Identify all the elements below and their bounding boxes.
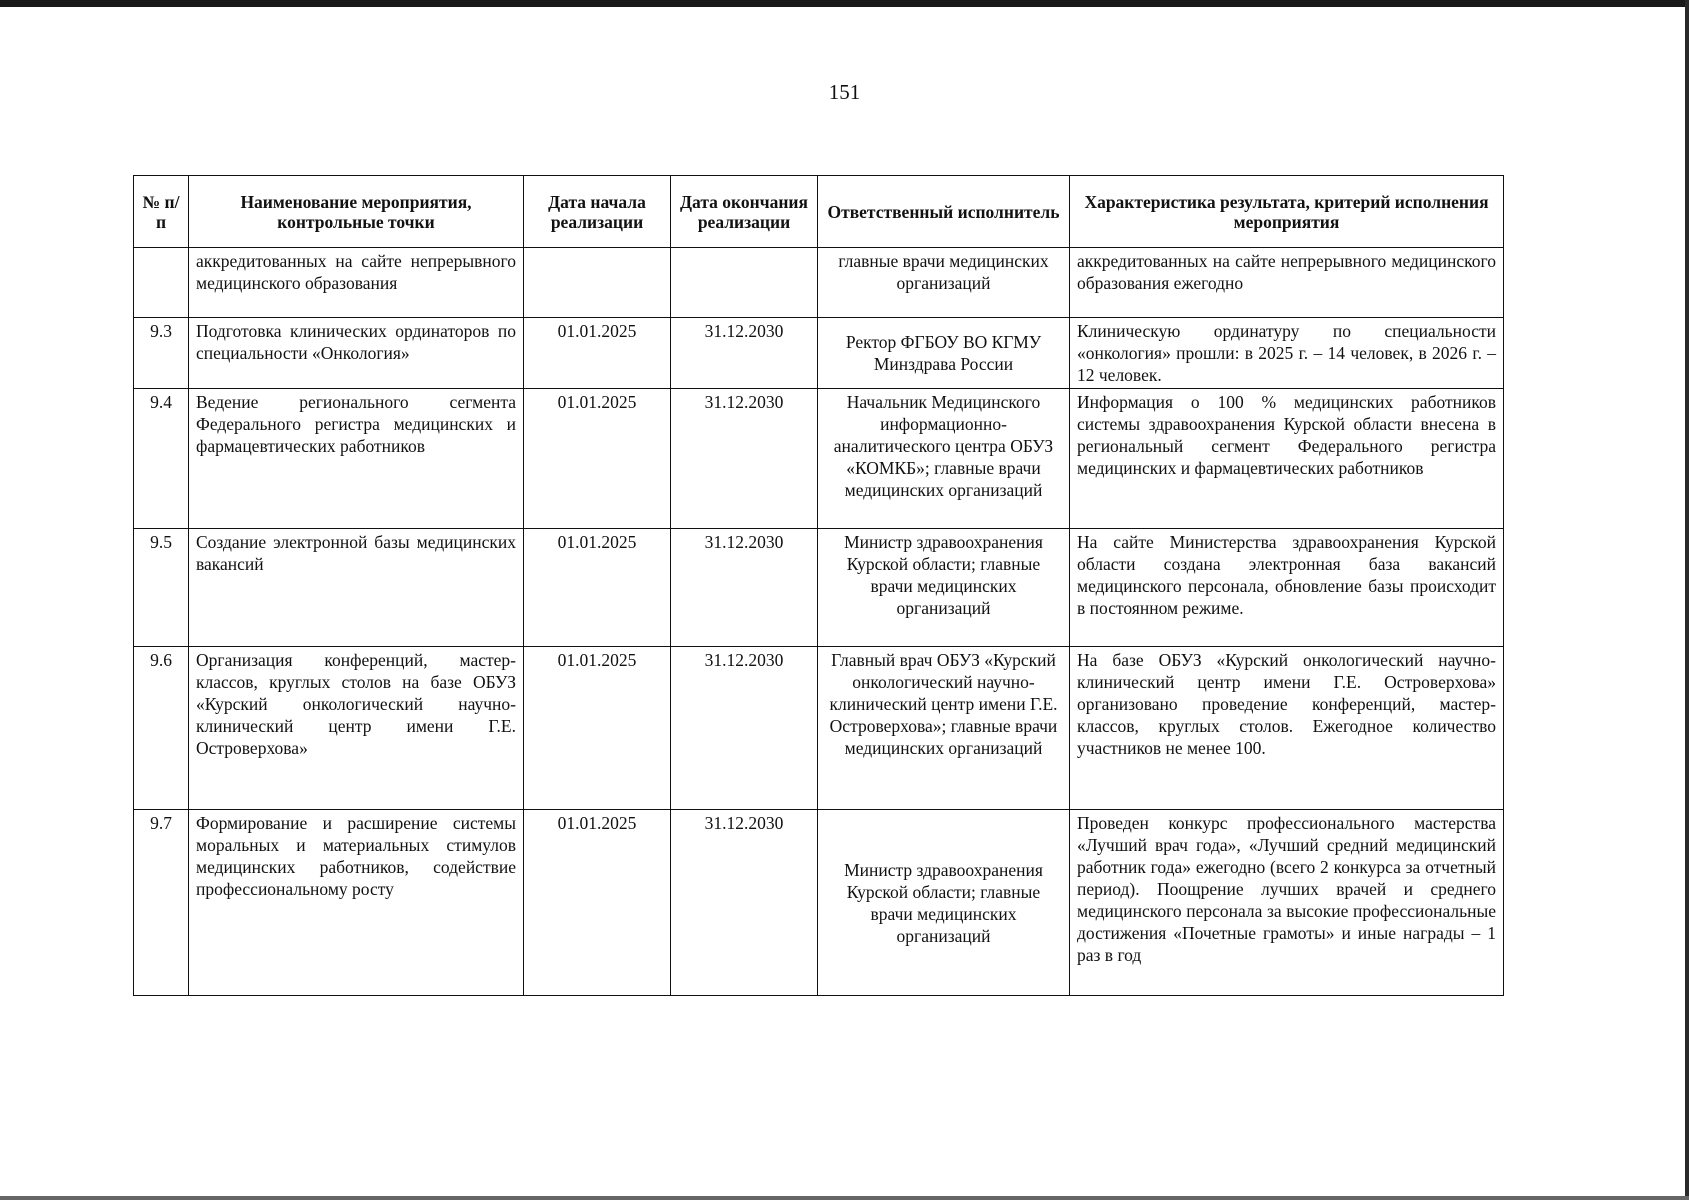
row-name: Ведение регионального сегмента Федерального регистра медицинских и фармацевтических работников bbox=[189, 389, 524, 529]
table-row bbox=[134, 318, 1504, 389]
measures-table bbox=[133, 175, 1504, 996]
row-name: Формирование и расширение системы моральных и материальных стимулов медицинских работников, содействие профессиональному росту bbox=[189, 810, 524, 996]
row-name: аккредитованных на сайте непрерывного медицинского образования bbox=[189, 248, 524, 318]
header-result: Характеристика результата, критерий исполнения мероприятия bbox=[1070, 176, 1504, 248]
table-row bbox=[134, 647, 1504, 810]
header-num: № п/п bbox=[134, 176, 189, 248]
row-start-date: 01.01.2025 bbox=[524, 810, 671, 996]
page-number: 151 bbox=[828, 80, 861, 104]
row-result: Клиническую ординатуру по специальности «онкология» прошли: в 2025 г. – 14 человек, в 2026 г. – 12 человек. bbox=[1070, 318, 1504, 389]
row-responsible: главные врачи медицинских организаций bbox=[818, 248, 1070, 318]
row-result: Проведен конкурс профессионального мастерства «Лучший врач года», «Лучший средний медицинский работник года» ежегодно (всего 2 конкурса за отчетный период). Поощрение лучших врачей и среднего медицинского персонала за высокие профессиональные достижения «Почетные грамоты» и иные награды – 1 раз в год bbox=[1070, 810, 1504, 996]
row-responsible: Ректор ФГБОУ ВО КГМУ Минздрава России bbox=[818, 318, 1070, 389]
table-row bbox=[134, 529, 1504, 647]
header-start-date: Дата начала реализации bbox=[524, 176, 671, 248]
scan-edge-bottom bbox=[0, 1196, 1689, 1200]
scan-edge-top bbox=[0, 0, 1689, 7]
row-result: аккредитованных на сайте непрерывного медицинского образования ежегодно bbox=[1070, 248, 1504, 318]
row-result: На базе ОБУЗ «Курский онкологический научно-клинический центр имени Г.Е. Островерхова» организовано проведение конференций, мастер-классов, круглых столов. Ежегодное количество участников не менее 100. bbox=[1070, 647, 1504, 810]
row-num bbox=[134, 248, 189, 318]
row-name: Организация конференций, мастер-классов, круглых столов на базе ОБУЗ «Курский онкологический научно-клинический центр имени Г.Е. Островерхова» bbox=[189, 647, 524, 810]
row-name: Создание электронной базы медицинских вакансий bbox=[189, 529, 524, 647]
row-end-date: 31.12.2030 bbox=[671, 647, 818, 810]
row-end-date: 31.12.2030 bbox=[671, 318, 818, 389]
table-row bbox=[134, 248, 1504, 318]
row-result: На сайте Министерства здравоохранения Курской области создана электронная база вакансий медицинского персонала, обновление базы происходит в постоянном режиме. bbox=[1070, 529, 1504, 647]
row-end-date bbox=[671, 248, 818, 318]
row-num: 9.7 bbox=[134, 810, 189, 996]
header-responsible: Ответственный исполнитель bbox=[818, 176, 1070, 248]
row-responsible: Начальник Медицинского информационно-аналитического центра ОБУЗ «КОМКБ»; главные врачи медицинских организаций bbox=[818, 389, 1070, 529]
row-num: 9.3 bbox=[134, 318, 189, 389]
row-name: Подготовка клинических ординаторов по специальности «Онкология» bbox=[189, 318, 524, 389]
scan-edge-right bbox=[1685, 0, 1689, 1200]
row-start-date: 01.01.2025 bbox=[524, 389, 671, 529]
table-row bbox=[134, 810, 1504, 996]
table-row bbox=[134, 389, 1504, 529]
header-name: Наименование мероприятия, контрольные точки bbox=[189, 176, 524, 248]
row-end-date: 31.12.2030 bbox=[671, 389, 818, 529]
row-num: 9.4 bbox=[134, 389, 189, 529]
header-end-date: Дата окончания реализации bbox=[671, 176, 818, 248]
row-start-date: 01.01.2025 bbox=[524, 318, 671, 389]
row-responsible: Министр здравоохранения Курской области; главные врачи медицинских организаций bbox=[818, 529, 1070, 647]
row-start-date: 01.01.2025 bbox=[524, 529, 671, 647]
row-end-date: 31.12.2030 bbox=[671, 810, 818, 996]
row-num: 9.6 bbox=[134, 647, 189, 810]
row-responsible: Главный врач ОБУЗ «Курский онкологический научно-клинический центр имени Г.Е. Островерхова»; главные врачи медицинских организаций bbox=[818, 647, 1070, 810]
row-start-date: 01.01.2025 bbox=[524, 647, 671, 810]
row-result: Информация о 100 % медицинских работников системы здравоохранения Курской области внесена в региональный сегмент Федерального регистра медицинских и фармацевтических работников bbox=[1070, 389, 1504, 529]
row-num: 9.5 bbox=[134, 529, 189, 647]
table-header-row bbox=[134, 176, 1504, 248]
row-end-date: 31.12.2030 bbox=[671, 529, 818, 647]
row-responsible: Министр здравоохранения Курской области; главные врачи медицинских организаций bbox=[818, 810, 1070, 996]
row-start-date bbox=[524, 248, 671, 318]
